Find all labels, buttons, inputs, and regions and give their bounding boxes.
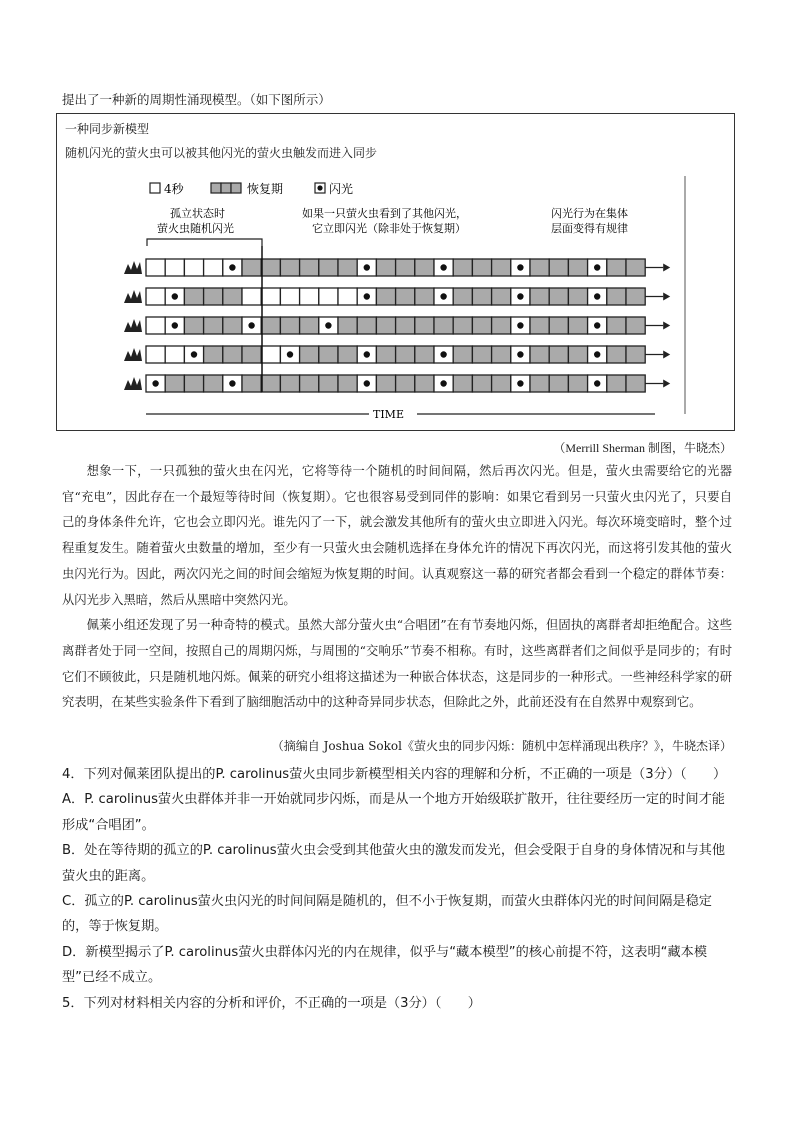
- recovery-cell: [261, 375, 280, 392]
- recovery-cell: [549, 317, 568, 334]
- recovery-cell: [396, 317, 415, 334]
- recovery-cell: [492, 317, 511, 334]
- recovery-cell: [626, 346, 645, 363]
- recovery-cell: [223, 346, 242, 363]
- legend-recovery-swatch-3: [231, 183, 241, 193]
- flash-dot: [594, 264, 600, 270]
- legend: [150, 181, 353, 196]
- recovery-cell: [242, 346, 261, 363]
- recovery-cell: [530, 375, 549, 392]
- second-cell: [146, 259, 165, 276]
- recovery-cell: [415, 288, 434, 305]
- recovery-cell: [453, 375, 472, 392]
- recovery-cell: [568, 317, 587, 334]
- time-axis-label: TIME: [373, 408, 404, 421]
- legend-flash-dot: [317, 185, 322, 190]
- recovery-cell: [415, 346, 434, 363]
- recovery-cell: [492, 346, 511, 363]
- flash-dot: [229, 380, 235, 386]
- row-arrow-head: [663, 380, 670, 388]
- recovery-cell: [492, 375, 511, 392]
- legend-flash-label: 闪光: [329, 182, 354, 196]
- figure-title: 一种同步新模型: [65, 122, 150, 136]
- row-arrow-head: [663, 293, 670, 301]
- second-cell: [261, 346, 280, 363]
- recovery-cell: [568, 288, 587, 305]
- flash-dot: [440, 351, 446, 357]
- recovery-cell: [204, 288, 223, 305]
- second-cell: [146, 346, 165, 363]
- recovery-cell: [396, 375, 415, 392]
- firefly-icon: [124, 261, 142, 274]
- second-cell: [261, 288, 280, 305]
- second-cell: [184, 259, 203, 276]
- q4-stem: 4．下列对佩莱团队提出的P. carolinus萤火虫同步新模型相关内容的理解和分析，不正确的一项是（3分）（ ）: [62, 767, 727, 782]
- recovery-cell: [607, 346, 626, 363]
- recovery-cell: [300, 375, 319, 392]
- passage-source: （摘编自 Joshua Sokol《萤火虫的同步闪烁：随机中怎样涌现出秩序？》，牛晓杰译）: [271, 739, 732, 753]
- recovery-cell: [223, 288, 242, 305]
- recovery-cell: [626, 317, 645, 334]
- figure-subtitle: 随机闪光的萤火虫可以被其他闪光的萤火虫触发而进入同步: [65, 146, 378, 160]
- recovery-cell: [261, 259, 280, 276]
- recovery-cell: [261, 317, 280, 334]
- passage-paragraph-2: 佩莱小组还发现了另一种奇特的模式。虽然大部分萤火虫“合唱团”在有节奏地闪烁，但固执的离群者却拒绝配合。这些离群者处于同一空间，按照自己的周期闪烁，与周围的“交响乐”节奏不相称。有时，这些离群者们之间似乎是同步的；有时它们不顾彼此，只是随机地闪烁。佩莱的研究小组将这描述为一种嵌合体状态，这是同步的一种形式。一些神经科学家的研究表明，在某些实验条件下看到了脑细胞活动中的这种奇异同步状态，但除此之外，此前还没有在自然界中观察到它。: [62, 618, 732, 710]
- recovery-cell: [280, 375, 299, 392]
- recovery-cell: [184, 375, 203, 392]
- recovery-cell: [549, 288, 568, 305]
- q4-option-c: C．孤立的P. carolinus萤火虫闪光的时间间隔是随机的，但不小于恢复期，而萤火虫群体闪光的时间间隔是稳定的，等于恢复期。: [62, 894, 712, 935]
- flash-dot: [229, 264, 235, 270]
- row-arrow-head: [663, 264, 670, 272]
- flash-dot: [248, 322, 254, 328]
- recovery-cell: [453, 288, 472, 305]
- recovery-cell: [472, 375, 491, 392]
- flash-dot: [594, 322, 600, 328]
- recovery-cell: [319, 346, 338, 363]
- annotation-right-2: 层面变得有规律: [551, 222, 628, 235]
- flash-dot: [594, 380, 600, 386]
- recovery-cell: [472, 317, 491, 334]
- recovery-cell: [453, 346, 472, 363]
- firefly-icon: [124, 290, 142, 303]
- flash-dot: [364, 293, 370, 299]
- second-cell: [242, 288, 261, 305]
- legend-recovery-swatch-1: [211, 183, 221, 193]
- flash-dot: [594, 351, 600, 357]
- recovery-cell: [165, 375, 184, 392]
- recovery-cell: [626, 259, 645, 276]
- recovery-cell: [300, 317, 319, 334]
- recovery-cell: [415, 259, 434, 276]
- recovery-cell: [376, 375, 395, 392]
- flash-dot: [517, 351, 523, 357]
- second-cell: [165, 259, 184, 276]
- sync-model-figure: [56, 113, 735, 431]
- flash-dot: [517, 293, 523, 299]
- recovery-cell: [338, 259, 357, 276]
- recovery-cell: [453, 317, 472, 334]
- flash-dot: [152, 380, 158, 386]
- flash-dot: [287, 351, 293, 357]
- recovery-cell: [204, 375, 223, 392]
- passage-paragraph-1: 想象一下，一只孤独的萤火虫在闪光，它将等待一个随机的时间间隔，然后再次闪光。但是，萤火虫需要给它的光器官“充电”，因此存在一个最短等待时间（恢复期）。它也很容易受到同伴的影响：如果它看到另一只萤火虫闪光了，只要自己的身体条件允许，它也会立即闪光。谁先闪了一下，就会激发其他所有的萤火虫立即进入闪光。每次环境变暗时，整个过程重复发生。随着萤火虫数量的增加，至少有一只萤火虫会随机选择在身体允许的情况下再次闪光，而这将引发其他的萤火虫闪光行为。因此，两次闪光之间的时间会缩短为恢复期的时间。认真观察这一幕的研究者都会看到一个稳定的群体节奏：从闪光步入黑暗，然后从黑暗中突然闪光。: [62, 464, 732, 607]
- flash-dot: [517, 380, 523, 386]
- recovery-cell: [280, 317, 299, 334]
- recovery-cell: [530, 259, 549, 276]
- second-cell: [300, 288, 319, 305]
- recovery-cell: [568, 259, 587, 276]
- recovery-cell: [242, 259, 261, 276]
- legend-second-swatch: [150, 183, 160, 193]
- intro-line: 提出了一种新的周期性涌现模型。（如下图所示）: [62, 92, 331, 107]
- recovery-cell: [472, 259, 491, 276]
- recovery-cell: [492, 259, 511, 276]
- legend-recovery-label: 恢复期: [247, 182, 284, 196]
- recovery-cell: [204, 317, 223, 334]
- recovery-cell: [396, 259, 415, 276]
- annotation-right-1: 闪光行为在集体: [551, 207, 628, 220]
- recovery-cell: [492, 288, 511, 305]
- annotation-middle-1: 如果一只萤火虫看到了其他闪光，: [302, 207, 467, 220]
- recovery-cell: [223, 317, 242, 334]
- recovery-cell: [415, 375, 434, 392]
- recovery-cell: [607, 288, 626, 305]
- legend-second-label: 4秒: [164, 182, 184, 196]
- recovery-cell: [184, 288, 203, 305]
- recovery-cell: [319, 259, 338, 276]
- recovery-cell: [530, 346, 549, 363]
- recovery-cell: [415, 317, 434, 334]
- flash-dot: [325, 322, 331, 328]
- second-cell: [280, 288, 299, 305]
- recovery-cell: [568, 375, 587, 392]
- annotation-left-1: 孤立状态时: [170, 207, 225, 220]
- q4-option-b: B．处在等待期的孤立的P. carolinus萤火虫会受到其他萤火虫的激发而发光，但会受限于自身的身体情况和与其他萤火虫的距离。: [62, 843, 726, 884]
- recovery-cell: [549, 259, 568, 276]
- recovery-cell: [530, 317, 549, 334]
- flash-dot: [364, 264, 370, 270]
- firefly-rows: [124, 246, 670, 392]
- recovery-cell: [319, 375, 338, 392]
- flash-dot: [172, 322, 178, 328]
- recovery-cell: [607, 317, 626, 334]
- recovery-cell: [568, 346, 587, 363]
- q4-option-d: D．新模型揭示了P. carolinus萤火虫群体闪光的内在规律，似乎与“藏本模型”的核心前提不符，这表明“藏本模型”已经不成立。: [62, 944, 708, 986]
- recovery-cell: [376, 346, 395, 363]
- recovery-cell: [184, 317, 203, 334]
- recovery-cell: [396, 346, 415, 363]
- flash-dot: [440, 264, 446, 270]
- recovery-cell: [626, 375, 645, 392]
- recovery-cell: [396, 288, 415, 305]
- recovery-cell: [376, 259, 395, 276]
- recovery-cell: [607, 375, 626, 392]
- second-cell: [338, 288, 357, 305]
- recovery-cell: [607, 259, 626, 276]
- legend-recovery-swatch-2: [221, 183, 231, 193]
- q5-stem: 5．下列对材料相关内容的分析和评价，不正确的一项是（3分）（ ）: [62, 995, 481, 1011]
- recovery-cell: [549, 346, 568, 363]
- recovery-cell: [376, 317, 395, 334]
- recovery-cell: [549, 375, 568, 392]
- recovery-cell: [300, 346, 319, 363]
- flash-dot: [172, 293, 178, 299]
- row-arrow-head: [663, 322, 670, 330]
- flash-dot: [440, 293, 446, 299]
- row-arrow-head: [663, 351, 670, 359]
- recovery-cell: [338, 317, 357, 334]
- q4-option-a: A．P. carolinus萤火虫群体并非一开始就同步闪烁，而是从一个地方开始级联扩散开，往往要经历一定的时间才能形成“合唱团”。: [62, 792, 725, 833]
- second-cell: [146, 288, 165, 305]
- recovery-cell: [472, 346, 491, 363]
- annotation-left-bracket: [147, 239, 262, 246]
- second-cell: [146, 317, 165, 334]
- second-cell: [204, 259, 223, 276]
- firefly-icon: [124, 319, 142, 332]
- flash-dot: [191, 351, 197, 357]
- flash-dot: [440, 380, 446, 386]
- questions: [62, 762, 732, 1016]
- recovery-cell: [204, 346, 223, 363]
- recovery-cell: [434, 317, 453, 334]
- recovery-cell: [376, 288, 395, 305]
- figure-credit: （Merrill Sherman 制图，牛晓杰）: [553, 441, 732, 455]
- recovery-cell: [338, 375, 357, 392]
- recovery-cell: [626, 288, 645, 305]
- recovery-cell: [472, 288, 491, 305]
- recovery-cell: [338, 346, 357, 363]
- second-cell: [165, 346, 184, 363]
- recovery-cell: [300, 259, 319, 276]
- recovery-cell: [242, 375, 261, 392]
- flash-dot: [364, 380, 370, 386]
- passage: [62, 459, 732, 716]
- flash-dot: [517, 264, 523, 270]
- firefly-icon: [124, 377, 142, 390]
- annotation-left-2: 萤火虫随机闪光: [157, 222, 234, 235]
- recovery-cell: [357, 317, 376, 334]
- recovery-cell: [530, 288, 549, 305]
- recovery-cell: [453, 259, 472, 276]
- recovery-cell: [280, 259, 299, 276]
- firefly-timeline-chart: [57, 114, 734, 430]
- firefly-icon: [124, 348, 142, 361]
- annotation-middle-2: 它立即闪光（除非处于恢复期）: [312, 222, 466, 235]
- second-cell: [319, 288, 338, 305]
- flash-dot: [594, 293, 600, 299]
- flash-dot: [517, 322, 523, 328]
- flash-dot: [364, 351, 370, 357]
